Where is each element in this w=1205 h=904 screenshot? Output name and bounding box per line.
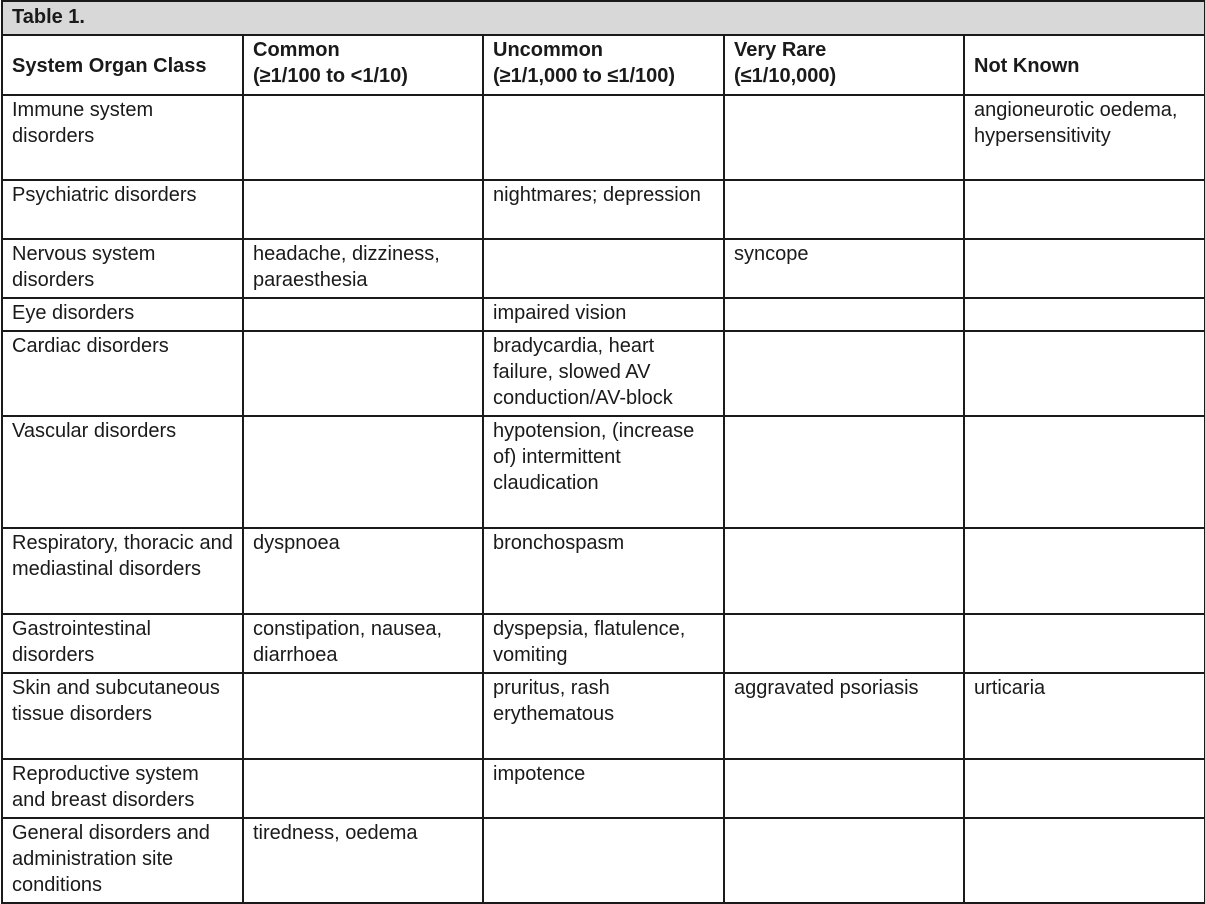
table-row: [2, 528, 1205, 614]
cell-not-known: [964, 528, 1205, 614]
table-header-row: [2, 35, 1205, 95]
header-uncommon: [483, 35, 724, 95]
cell-uncommon: bradycardia, heart failure, slowed AV conduction/AV-block: [483, 331, 724, 416]
cell-soc: Cardiac disorders: [2, 331, 243, 416]
document-table-container: [1, 0, 1204, 904]
cell-not-known: [964, 239, 1205, 298]
header-frequency: (≥1/1,000 to ≤1/100): [493, 65, 676, 87]
cell-very-rare: [724, 331, 964, 416]
cell-soc: Nervous system disorders: [2, 239, 243, 298]
cell-soc: Skin and subcutaneous tissue disorders: [2, 673, 243, 759]
table-row: [2, 759, 1205, 818]
table-row: [2, 416, 1205, 528]
cell-common: [243, 416, 483, 528]
header-label: System Organ Class: [12, 54, 207, 77]
table-row: [2, 614, 1205, 673]
cell-uncommon: bronchospasm: [483, 528, 724, 614]
cell-very-rare: [724, 818, 964, 903]
cell-soc: Eye disorders: [2, 298, 243, 331]
table-title-row: [2, 1, 1205, 35]
cell-soc: Gastrointestinal disorders: [2, 614, 243, 673]
cell-not-known: [964, 416, 1205, 528]
header-common: [243, 35, 483, 95]
cell-common: [243, 95, 483, 180]
cell-uncommon: [483, 95, 724, 180]
cell-soc: General disorders and administration site conditions: [2, 818, 243, 903]
cell-uncommon: pruritus, rash erythematous: [483, 673, 724, 759]
cell-very-rare: aggravated psoriasis: [724, 673, 964, 759]
cell-very-rare: syncope: [724, 239, 964, 298]
cell-uncommon: impaired vision: [483, 298, 724, 331]
cell-very-rare: [724, 95, 964, 180]
cell-common: constipation, nausea, diarrhoea: [243, 614, 483, 673]
cell-very-rare: [724, 759, 964, 818]
header-label: Common: [253, 39, 340, 61]
cell-soc: Psychiatric disorders: [2, 180, 243, 239]
cell-uncommon: nightmares; depression: [483, 180, 724, 239]
header-frequency: (≥1/100 to <1/10): [253, 65, 408, 87]
cell-very-rare: [724, 614, 964, 673]
table-row: [2, 298, 1205, 331]
table-row: [2, 239, 1205, 298]
header-frequency: (≤1/10,000): [734, 65, 837, 87]
cell-uncommon: [483, 239, 724, 298]
cell-very-rare: [724, 180, 964, 239]
header-label: Very Rare: [734, 39, 827, 61]
header-label: Not Known: [974, 54, 1080, 77]
cell-uncommon: [483, 818, 724, 903]
header-not-known: [964, 35, 1205, 95]
header-system-organ-class: [2, 35, 243, 95]
cell-soc: Reproductive system and breast disorders: [2, 759, 243, 818]
cell-uncommon: hypotension, (increase of) intermittent claudication: [483, 416, 724, 528]
cell-not-known: [964, 298, 1205, 331]
cell-common: [243, 298, 483, 331]
cell-not-known: [964, 180, 1205, 239]
cell-not-known: [964, 759, 1205, 818]
cell-uncommon: impotence: [483, 759, 724, 818]
cell-soc: Immune system disorders: [2, 95, 243, 180]
cell-not-known: urticaria: [964, 673, 1205, 759]
cell-common: headache, dizziness, paraesthesia: [243, 239, 483, 298]
table-row: [2, 331, 1205, 416]
header-label: Uncommon: [493, 39, 603, 61]
cell-uncommon: dyspepsia, flatulence, vomiting: [483, 614, 724, 673]
cell-soc: Respiratory, thoracic and mediastinal disorders: [2, 528, 243, 614]
cell-very-rare: [724, 298, 964, 331]
cell-common: [243, 331, 483, 416]
header-very-rare: [724, 35, 964, 95]
cell-common: tiredness, oedema: [243, 818, 483, 903]
cell-very-rare: [724, 528, 964, 614]
cell-common: [243, 759, 483, 818]
cell-not-known: [964, 331, 1205, 416]
table-row: [2, 673, 1205, 759]
table-row: [2, 180, 1205, 239]
cell-soc: Vascular disorders: [2, 416, 243, 528]
cell-common: dyspnoea: [243, 528, 483, 614]
cell-not-known: angioneurotic oedema, hypersensitivity: [964, 95, 1205, 180]
adverse-reactions-table: [1, 0, 1205, 904]
cell-common: [243, 180, 483, 239]
cell-very-rare: [724, 416, 964, 528]
cell-not-known: [964, 818, 1205, 903]
table-row: [2, 95, 1205, 180]
table-row: [2, 818, 1205, 903]
table-title: Table 1.: [2, 1, 1205, 35]
cell-common: [243, 673, 483, 759]
cell-not-known: [964, 614, 1205, 673]
